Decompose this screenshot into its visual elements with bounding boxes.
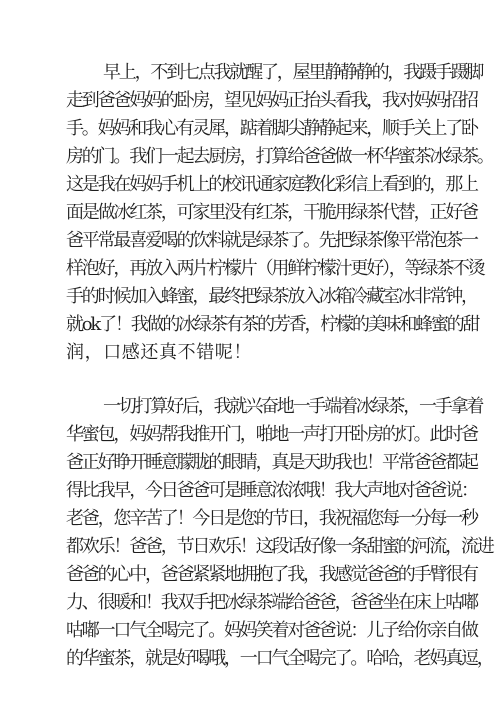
text-line: 的华蜜茶，就是好喝哦，一口气全喝完了。哈哈，老妈真逗， <box>66 648 493 669</box>
text-line: 手。妈妈和我心有灵犀，踮着脚尖静静起来，顺手关上了卧 <box>66 118 477 139</box>
text-line: 老爸，您辛苦了！今日是您的节日，我祝福您每一分每一秒 <box>66 508 477 529</box>
text-line: 咕嘟一口气全喝完了。妈妈笑着对爸爸说：儿子给你亲自做 <box>66 620 477 641</box>
text-line: 房的门。我们一起去厨房，打算给爸爸做一杯华蜜茶冰绿茶。 <box>66 146 493 167</box>
text-line: 都欢乐！爸爸，节日欢乐！这段话好像一条甜蜜的河流，流进 <box>66 536 493 557</box>
text-line: 走到爸爸妈妈的卧房，望见妈妈正抬头看我，我对妈妈招招 <box>66 90 477 111</box>
text-line: 一切打算好后，我就兴奋地一手端着冰绿茶，一手拿着 <box>103 396 483 417</box>
text-line: 早上，不到七点我就醒了，屋里静静静的，我蹑手蹑脚 <box>103 62 483 83</box>
text-line: 爸正好睁开睡意朦胧的眼睛，真是天助我也！平常爸爸都起 <box>66 452 477 473</box>
text-line: 爸平常最喜爱喝的饮料就是绿茶了。先把绿茶像平常泡茶一 <box>66 230 477 251</box>
text-line: 润，口感还真不错呢！ <box>66 342 252 363</box>
text-line: 华蜜包，妈妈帮我推开门，啪地一声打开卧房的灯。此时爸 <box>66 424 477 445</box>
text-line: 爸爸的心中，爸爸紧紧地拥抱了我，我感觉爸爸的手臂很有 <box>66 564 477 585</box>
text-line: 就ok了！我做的冰绿茶有茶的芳香，柠檬的美味和蜂蜜的甜 <box>66 314 479 335</box>
text-line: 力、很暖和！我双手把冰绿茶端给爸爸，爸爸坐在床上咕嘟 <box>66 592 477 613</box>
text-line: 这是我在妈妈手机上的校讯通家庭教化彩信上看到的，那上 <box>66 174 477 195</box>
text-line: 面是做冰红茶，可家里没有红茶，干脆用绿茶代替，正好爸 <box>66 202 477 223</box>
text-line: 样泡好，再放入两片柠檬片（用鲜柠檬汁更好），等绿茶不烫 <box>66 258 484 279</box>
text-line: 得比我早，今日爸爸可是睡意浓浓哦！我大声地对爸爸说： <box>66 480 477 501</box>
text-line: 手的时候加入蜂蜜，最终把绿茶放入冰箱冷藏室冰非常钟， <box>66 286 477 307</box>
